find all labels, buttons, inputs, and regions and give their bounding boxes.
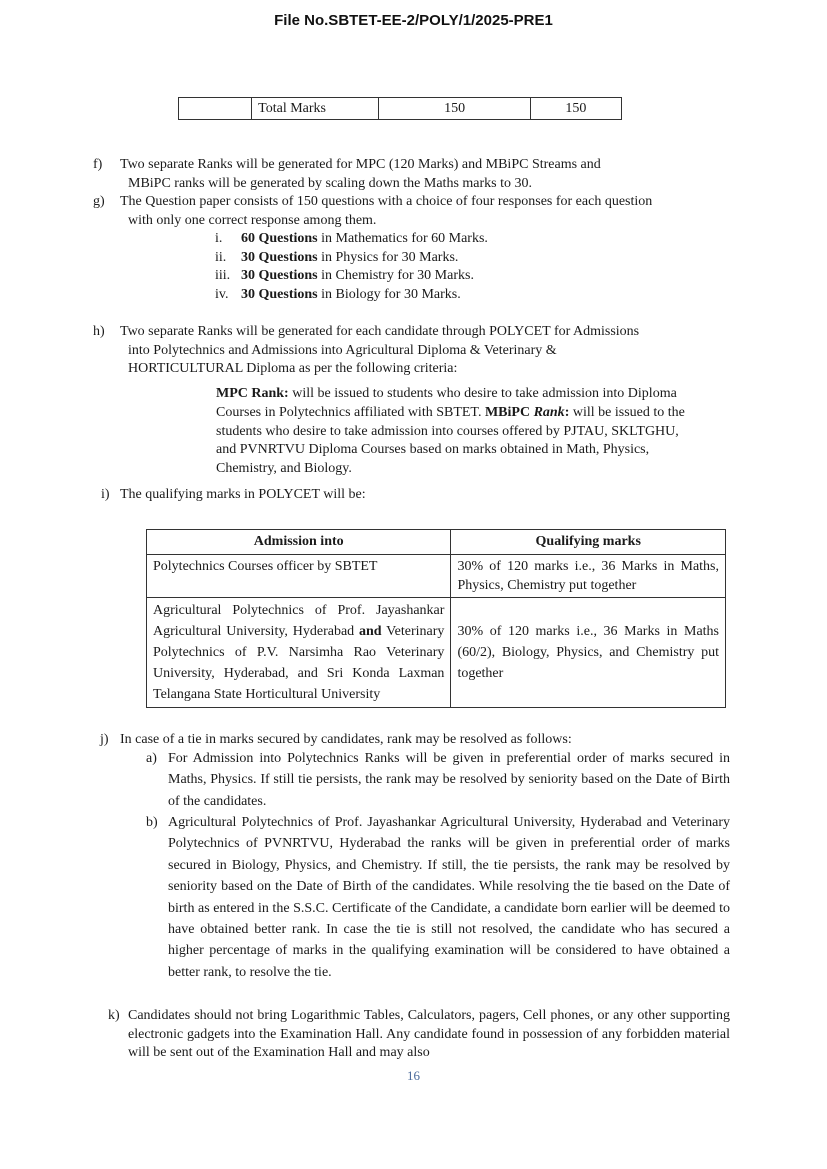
- paragraph-line: Two separate Ranks will be generated for MPC (120 Marks) and MBiPC Streams and: [120, 157, 601, 172]
- total-marks-table: [178, 97, 622, 120]
- paragraph-k: [108, 1007, 730, 1063]
- paragraph-line: HORTICULTURAL Diploma as per the following criteria:: [128, 361, 458, 376]
- file-number-header: File No.SBTET-EE-2/POLY/1/2025-PRE1: [274, 12, 553, 29]
- column-header: Qualifying marks: [451, 530, 726, 555]
- paragraph-line: with only one correct response among them.: [128, 212, 377, 228]
- item-label: a): [146, 751, 157, 766]
- paragraph-line: MBiPC ranks will be generated by scaling down the Maths marks to 30.: [128, 175, 532, 191]
- paragraph-g: [93, 193, 730, 230]
- paragraph-label: j): [100, 732, 109, 747]
- admission-cell: Agricultural Polytechnics of Prof. Jayashankar Agricultural University, Hyderabad and Veterinary Polytechnics of P.V. Narsimha Rao Veterinary University, Hyderabad, and Sri Konda Laxman Telangana State Horticultural University: [147, 598, 451, 708]
- tie-resolution-b: [146, 812, 730, 983]
- page-number: 16: [407, 1068, 420, 1083]
- paragraph-i: [93, 486, 730, 505]
- tie-resolution-a: [146, 748, 730, 812]
- admission-cell: Polytechnics Courses officer by SBTET: [147, 555, 451, 598]
- mpc-rank-text: will be issued to students who desire to take admission into Diploma Courses in Polytechnics affiliated with SBTET.: [216, 386, 677, 420]
- list-item: i. 60 Questions in Mathematics for 60 Marks.: [215, 231, 488, 246]
- paragraph-j: [93, 731, 730, 750]
- list-item: iii. 30 Questions in Chemistry for 30 Marks.: [215, 268, 474, 283]
- paragraph-line: into Polytechnics and Admissions into Agricultural Diploma & Veterinary &: [128, 342, 557, 358]
- rank-criteria-block: MPC Rank: will be issued to students who desire to take admission into Diploma Courses in Polytechnics affiliated with SBTET. MBiPC Rank: will be issued to the students who desire to take admission into courses offered by PJTAU, SKLTGHU, and PVNRTVU Diploma Courses based on marks obtained in Math, Physics, Chemistry, and Biology.: [216, 386, 685, 477]
- table-row: [147, 555, 726, 598]
- list-item: iv. 30 Questions in Biology for 30 Marks.: [215, 286, 461, 302]
- total-marks-label: Total Marks: [252, 98, 379, 120]
- table-row: [179, 98, 622, 120]
- paragraph-f: [93, 156, 730, 193]
- item-label: b): [146, 815, 158, 830]
- paragraph-label: k): [108, 1008, 120, 1023]
- table-row: [147, 598, 726, 708]
- paragraph-line: Candidates should not bring Logarithmic Tables, Calculators, pagers, Cell phones, or any other supporting electronic gadgets into the Examination Hall. Any candidate found in possession of any forbidden material will be sent out of the Examination Hall and may also: [128, 1008, 730, 1060]
- paragraph-line: In case of a tie in marks secured by candidates, rank may be resolved as follows:: [120, 732, 572, 747]
- paragraph-label: h): [93, 324, 105, 339]
- paragraph-line: The qualifying marks in POLYCET will be:: [120, 487, 366, 502]
- item-text: Agricultural Polytechnics of Prof. Jayashankar Agricultural University, Hyderabad and Veterinary Polytechnics of PVNRTVU, Hyderabad the ranks will be given in preferential order of marks secured in Biology, Physics, and Chemistry. If still, the tie persists, the rank may be resolved by seniority based on the Date of Birth of the candidates. While resolving the tie based on the Date of birth as entered in the S.S.C. Certificate of the Candidate, a candidate born earlier will be deemed to have obtained better rank. In case the tie is still not resolved, the candidate who has secured a higher percentage of marks in the qualifying examination will be considered to have obtained a better rank, to resolve the tie.: [168, 815, 730, 980]
- list-item: ii. 30 Questions in Physics for 30 Marks.: [215, 249, 459, 265]
- paragraph-h: [93, 323, 730, 379]
- item-text: For Admission into Polytechnics Ranks will be given in preferential order of marks secured in Maths, Physics. If still tie persists, the rank may be resolved by seniority based on the Date of Birth of the candidates.: [168, 751, 730, 809]
- question-distribution-list: [215, 230, 488, 304]
- mbipc-rank-text: will be issued to the students who desire to take admission into courses offered by PJTAU, SKLTGHU, and PVNRTVU Diploma Courses based on marks obtained in Math, Physics, Chemistry, and Biology.: [216, 404, 685, 477]
- paragraph-line: Two separate Ranks will be generated for each candidate through POLYCET for Admissions: [120, 324, 640, 339]
- total-marks-value: 150: [379, 98, 530, 120]
- qualifying-cell: 30% of 120 marks i.e., 36 Marks in Maths (60/2), Biology, Physics, and Chemistry put together: [451, 598, 726, 708]
- paragraph-label: f): [93, 157, 103, 172]
- paragraph-line: The Question paper consists of 150 questions with a choice of four responses for each question: [120, 194, 653, 209]
- paragraph-label: i): [101, 487, 110, 502]
- qualifying-cell: 30% of 120 marks i.e., 36 Marks in Maths, Physics, Chemistry put together: [451, 555, 726, 598]
- mpc-rank-label: MPC Rank:: [216, 386, 289, 401]
- total-marks-value: 150: [530, 98, 621, 120]
- qualifying-marks-table: [146, 529, 726, 708]
- column-header: Admission into: [147, 530, 451, 555]
- paragraph-label: g): [93, 194, 105, 209]
- table-header-row: [147, 530, 726, 555]
- mbipc-rank-label: MBiPC: [484, 404, 534, 420]
- empty-cell: [179, 98, 252, 120]
